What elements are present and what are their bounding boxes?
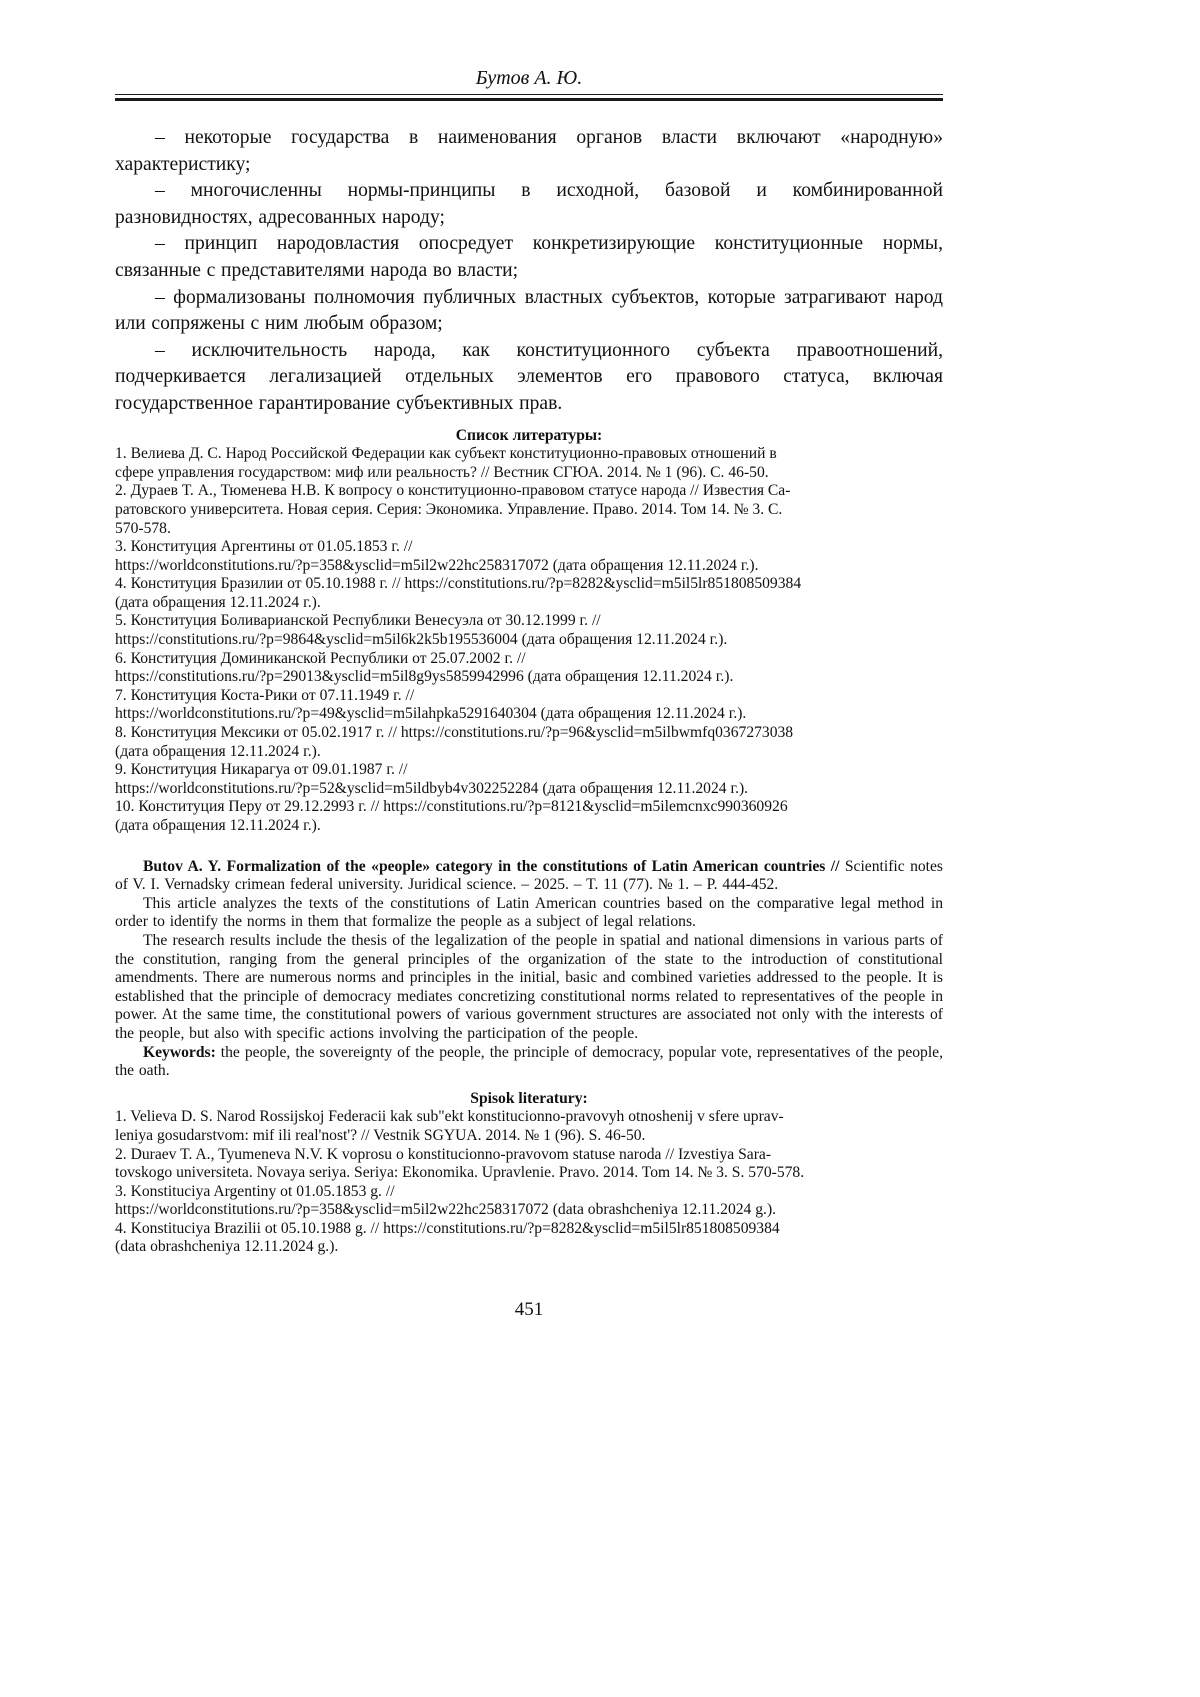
reference-item: 6. Конституция Доминиканской Республики от 25.07.2002 г. // https://constitutions.ru/?p=29013&ysclid=m5il8g9ys5859942996 (дата обращения 12.11.2024 г.). bbox=[115, 649, 734, 686]
page-number: 451 bbox=[514, 1299, 544, 1321]
reference-item: 4. Конституция Бразилии от 05.10.1988 г. // https://constitutions.ru/?p=8282&ysclid=m5il5lr851808509384 (дата обращения 12.11.2024 г.). bbox=[115, 575, 802, 611]
abstract-paragraph: This article analyzes the texts of the constitutions of Latin American countries based on the comparative legal method in order to identify the norms in them that formalize the people as a subject of legal relations. bbox=[115, 894, 943, 931]
references-translit-heading: Spisok literatury: bbox=[470, 1089, 588, 1107]
text-block bbox=[115, 66, 943, 1321]
references-translit-list bbox=[115, 1108, 943, 1257]
keywords-line bbox=[115, 1044, 943, 1081]
header-rule bbox=[115, 94, 943, 101]
keywords-text: the people, the sovereignty of the people, the principle of democracy, popular vote, representatives of the people, the oath. bbox=[115, 1043, 943, 1080]
reference-item: 3. Konstituciya Argentiny ot 01.05.1853 g. // https://worldconstitutions.ru/?p=358&ysclid=m5il2w22hc258317072 (data obrashcheniya 12.11.2024 g.). bbox=[115, 1182, 777, 1219]
running-header bbox=[115, 66, 943, 101]
abstract-paragraph: The research results include the thesis of the legalization of the people in spatial and national dimensions in various parts of the constitution, ranging from the general principles of the organization of the state to the introduction of constitutional amendments. There are numerous norms and principles in the initial, basic and combined varieties addressed to the people. It is established that the principle of democracy mediates concretizing constitutional norms related to representatives of the people in power. At the same time, the constitutional powers of various government structures are associated not only with the interests of the people, but also with specific actions involving the participation of the people. bbox=[115, 931, 943, 1042]
reference-item: 9. Конституция Никарагуа от 09.01.1987 г. // https://worldconstitutions.ru/?p=52&ysclid=m5ildbyb4v302252284 (дата обращения 12.11.2024 г.). bbox=[115, 761, 749, 797]
bullet-paragraph: – некоторые государства в наименования органов власти включают «народную» характеристику; bbox=[115, 127, 943, 175]
english-abstract-section bbox=[115, 858, 943, 1081]
abstract-citation-bold: Butov A. Y. Formalization of the «people» category in the constitutions of Latin American countries // bbox=[143, 857, 840, 875]
reference-item: 3. Конституция Аргентины от 01.05.1853 г. // https://worldconstitutions.ru/?p=358&ysclid=m5il2w22hc258317072 (дата обращения 12.11.2024 г.). bbox=[115, 538, 759, 574]
bullet-paragraph: – формализованы полномочия публичных властных субъектов, которые затрагивают народ или сопряжены с ним любым образом; bbox=[115, 286, 943, 335]
bullet-paragraph: – исключительность народа, как конституционного субъекта правоотношений, подчеркивается легализацией отдельных элементов его правового статуса, включая государственное гарантирование субъективных прав. bbox=[115, 339, 943, 414]
references-ru-list bbox=[115, 445, 943, 835]
reference-item: 7. Конституция Коста-Рики от 07.11.1949 г. // https://worldconstitutions.ru/?p=49&ysclid=m5ilahpka5291640304 (дата обращения 12.11.2024 г.). bbox=[115, 686, 747, 723]
bullet-paragraph: – многочисленны нормы-принципы в исходной, базовой и комбинированной разновидностях, адресованных народу; bbox=[115, 180, 943, 228]
abstract-citation-rest: Scientific notes of V. I. Vernadsky crimean federal university. Juridical science. – 2025. – T. 11 (77). № 1. – P. 444-452. bbox=[115, 857, 943, 894]
conclusions-section bbox=[115, 125, 943, 418]
reference-item: 1. Велиева Д. С. Народ Российской Федерации как субъект конституционно-правовых отношений в сфере управления государством: миф или реальность? // Вестник СГЮА. 2014. № 1 (96). С. 46-50. bbox=[115, 445, 777, 481]
running-author: Бутов А. Ю. bbox=[475, 67, 583, 89]
reference-item: 10. Конституция Перу от 29.12.2993 г. // https://constitutions.ru/?p=8121&ysclid=m5ilemcnxc990360926 (дата обращения 12.11.2024 г.). bbox=[115, 798, 788, 834]
reference-item: 2. Дураев Т. А., Тюменева Н.В. К вопросу о конституционно-правовом статусе народа // Известия Са- ратовского университета. Новая серия. Серия: Экономика. Управление. Право. 2014. Том 14. № 3. С. 570-578. bbox=[115, 482, 791, 537]
reference-item: 2. Duraev T. A., Tyumeneva N.V. K voprosu o konstitucionno-pravovom statuse naroda // Izvestiya Sara- tovskogo universiteta. Novaya seriya. Seriya: Ekonomika. Upravlenie. Pravo. 2014. Tom 14. № 3. S. 570-578. bbox=[115, 1145, 805, 1182]
abstract-citation bbox=[115, 858, 943, 895]
reference-item: 5. Конституция Боливарианской Республики Венесуэла от 30.12.1999 г. // https://constitutions.ru/?p=9864&ysclid=m5il6k2k5b195536004 (дата обращения 12.11.2024 г.). bbox=[115, 612, 728, 649]
bullet-paragraph: – принцип народовластия опосредует конкретизирующие конституционные нормы, связанные с представителями народа во власти; bbox=[115, 233, 943, 281]
references-ru-heading: Список литературы: bbox=[455, 426, 603, 444]
reference-item: 4. Konstituciya Brazilii ot 05.10.1988 g. // https://constitutions.ru/?p=8282&ysclid=m5il5lr851808509384 (data obrashcheniya 12.11.2024 g.). bbox=[115, 1219, 780, 1256]
reference-item: 8. Конституция Мексики от 05.02.1917 г. // https://constitutions.ru/?p=96&ysclid=m5ilbwmfq0367273038 (дата обращения 12.11.2024 г.). bbox=[115, 724, 794, 760]
page-footer bbox=[115, 1299, 943, 1321]
keywords-label: Keywords: bbox=[143, 1043, 216, 1061]
reference-item: 1. Velieva D. S. Narod Rossijskoj Federacii kak sub"ekt konstitucionno-pravovyh otnoshenij v sfere uprav- leniya gosudarstvom: mif ili real'nost'? // Vestnik SGYUA. 2014. № 1 (96). S. 46-50. bbox=[115, 1108, 784, 1144]
